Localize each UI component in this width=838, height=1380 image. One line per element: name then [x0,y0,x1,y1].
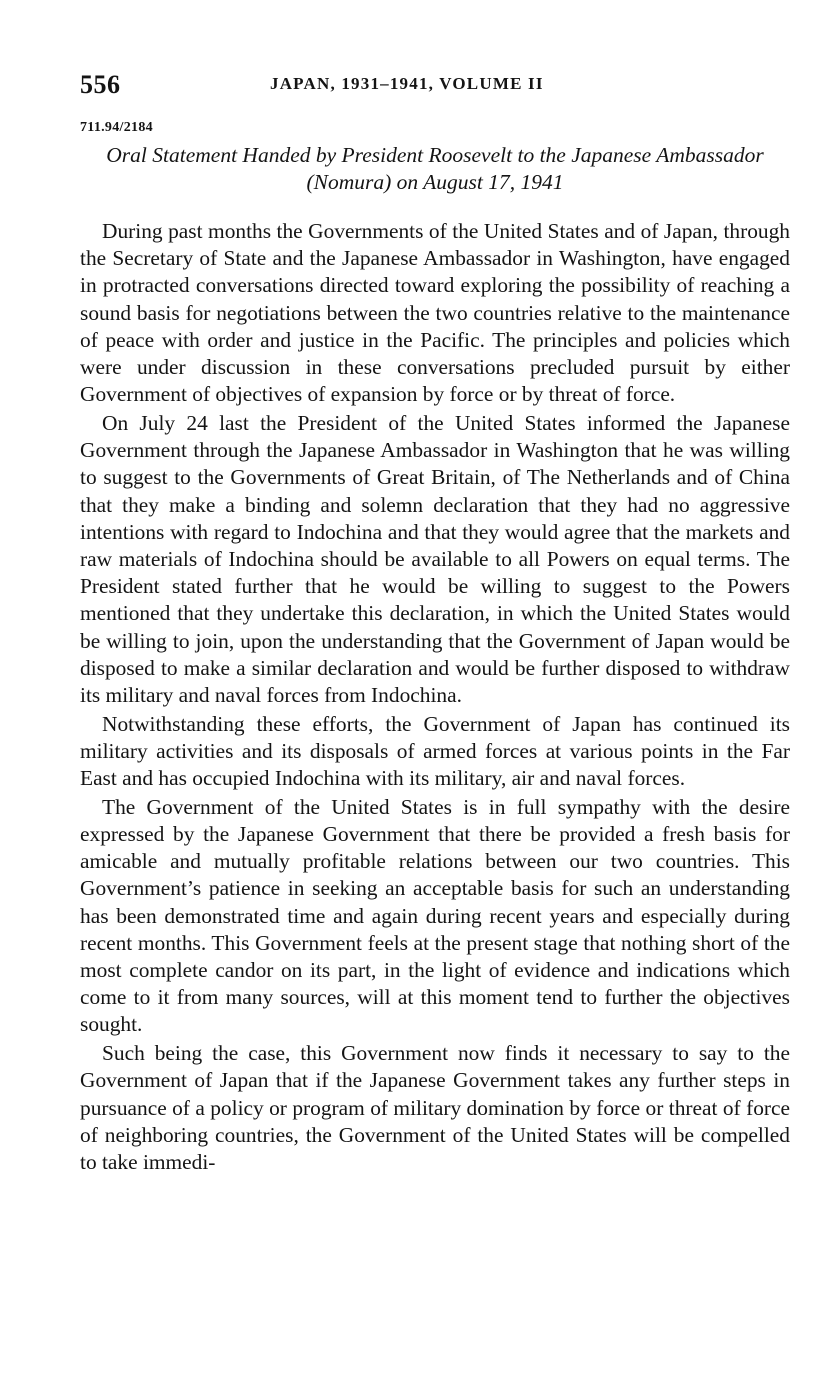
paragraph: On July 24 last the President of the United States informed the Japanese Government through the Japanese Ambassador in Washington that he was willing to suggest to the Governments of Great Britain, of The Netherlands and of China that they make a binding and solemn declaration that they had no aggressive intentions with regard to Indochina and that they would agree that the markets and raw materials of Indochina should be available to all Powers on equal terms. The President stated further that he would be willing to suggest to the Powers mentioned that they undertake this declaration, in which the United States would be willing to join, upon the understanding that the Government of Japan would be disposed to make a similar declaration and would be further disposed to withdraw its military and naval forces from Indochina. [80,410,790,707]
paragraph: During past months the Governments of the United States and of Japan, through the Secretary of State and the Japanese Ambassador in Washington, have engaged in protracted conversations directed toward exploring the possibility of reaching a sound basis for negotiations between the two countries relative to the maintenance of peace with order and justice in the Pacific. The principles and policies which were under discussion in these conversations precluded pursuit by either Government of objectives of expansion by force or by threat of force. [80,219,790,407]
running-title: JAPAN, 1931–1941, VOLUME II [270,74,544,93]
paragraph: The Government of the United States is in full sympathy with the desire expressed by the Japanese Government that there be provided a fresh basis for amicable and mutually profitable relations between our two countries. This Government’s patience in seeking an acceptable basis for such an understanding has been demonstrated time and again during recent years and especially during recent months. This Government feels at the present stage that nothing short of the most complete candor on its part, in the light of evidence and indications which come to it from many sources, will at this moment tend to further the objectives sought. [80,794,790,1037]
paragraph: Notwithstanding these efforts, the Government of Japan has continued its military activities and its disposals of armed forces at various points in the Far East and has occupied Indochina with its military, air and naval forces. [80,711,790,791]
document-page [80,60,790,1178]
file-number: 711.94/2184 [80,120,153,135]
body-text [80,218,790,1176]
page-number: 556 [80,70,121,99]
document-title: Oral Statement Handed by President Roosevelt to the Japanese Ambassador (Nomura) on August 17, 1941 [106,143,764,194]
running-head [80,60,790,100]
paragraph: Such being the case, this Government now finds it necessary to say to the Government of Japan that if the Japanese Government takes any further steps in pursuance of a policy or program of military domination by force or threat of force of neighboring countries, the Government of the United States will be compelled to take immedi- [80,1041,790,1174]
